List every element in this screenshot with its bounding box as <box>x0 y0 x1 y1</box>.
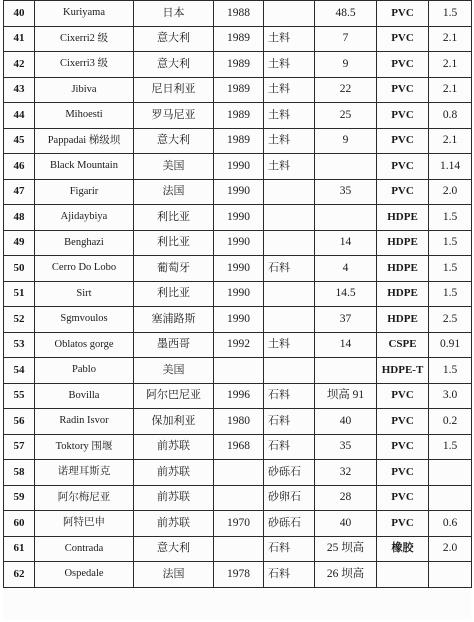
dam-name-cell: Cerro Do Lobo <box>35 256 134 282</box>
country-cell: 法国 <box>134 179 214 205</box>
thickness-cell: 2.1 <box>429 128 472 154</box>
dam-name-cell: 阿特巴申 <box>35 511 134 537</box>
table-row <box>4 179 472 205</box>
table-row <box>4 26 472 52</box>
country-cell: 前苏联 <box>134 511 214 537</box>
table-row <box>4 256 472 282</box>
height-cell: 40 <box>315 409 377 435</box>
dam-name-cell: Cixerri3 级 <box>35 52 134 78</box>
height-cell: 25 坝高 <box>315 536 377 562</box>
dam-name-cell: Benghazi <box>35 230 134 256</box>
height-cell: 4 <box>315 256 377 282</box>
membrane-material-cell: HDPE <box>377 205 429 231</box>
membrane-material-cell <box>377 562 429 588</box>
thickness-cell: 1.5 <box>429 1 472 27</box>
dam-name-cell: 阿尔梅尼亚 <box>35 485 134 511</box>
foundation-cell <box>264 281 315 307</box>
year-cell: 1990 <box>214 281 264 307</box>
thickness-cell: 0.8 <box>429 103 472 129</box>
foundation-cell: 石料 <box>264 434 315 460</box>
country-cell: 前苏联 <box>134 434 214 460</box>
country-cell: 罗马尼亚 <box>134 103 214 129</box>
year-cell: 1992 <box>214 332 264 358</box>
thickness-cell: 0.91 <box>429 332 472 358</box>
country-cell: 意大利 <box>134 52 214 78</box>
row-number-cell: 57 <box>4 434 35 460</box>
row-number-cell: 54 <box>4 358 35 384</box>
country-cell: 意大利 <box>134 536 214 562</box>
row-number-cell: 50 <box>4 256 35 282</box>
height-cell: 35 <box>315 434 377 460</box>
dam-name-cell: Bovilla <box>35 383 134 409</box>
membrane-material-cell: PVC <box>377 383 429 409</box>
table-row <box>4 77 472 103</box>
row-number-cell: 40 <box>4 1 35 27</box>
row-number-cell: 45 <box>4 128 35 154</box>
foundation-cell <box>264 230 315 256</box>
height-cell <box>315 205 377 231</box>
table-row <box>4 281 472 307</box>
membrane-material-cell: PVC <box>377 434 429 460</box>
foundation-cell: 石料 <box>264 256 315 282</box>
table-row <box>4 511 472 537</box>
table-row <box>4 205 472 231</box>
dam-name-cell: Contrada <box>35 536 134 562</box>
table-row <box>4 358 472 384</box>
table-row <box>4 332 472 358</box>
membrane-material-cell: HDPE <box>377 230 429 256</box>
country-cell: 意大利 <box>134 128 214 154</box>
foundation-cell: 石料 <box>264 383 315 409</box>
year-cell <box>214 485 264 511</box>
country-cell: 法国 <box>134 562 214 588</box>
year-cell: 1990 <box>214 205 264 231</box>
table-row <box>4 536 472 562</box>
height-cell: 25 <box>315 103 377 129</box>
foundation-cell <box>264 358 315 384</box>
year-cell: 1989 <box>214 26 264 52</box>
year-cell: 1980 <box>214 409 264 435</box>
row-number-cell: 53 <box>4 332 35 358</box>
height-cell: 48.5 <box>315 1 377 27</box>
country-cell: 利比亚 <box>134 205 214 231</box>
membrane-material-cell: PVC <box>377 1 429 27</box>
row-number-cell: 43 <box>4 77 35 103</box>
membrane-material-cell: PVC <box>377 154 429 180</box>
year-cell: 1988 <box>214 1 264 27</box>
dam-name-cell: Cixerri2 级 <box>35 26 134 52</box>
row-number-cell: 42 <box>4 52 35 78</box>
height-cell: 14 <box>315 332 377 358</box>
row-number-cell: 62 <box>4 562 35 588</box>
dam-name-cell: Radin Isvor <box>35 409 134 435</box>
dam-membrane-table <box>3 0 472 588</box>
thickness-cell: 2.5 <box>429 307 472 333</box>
membrane-material-cell: HDPE-T <box>377 358 429 384</box>
height-cell <box>315 358 377 384</box>
height-cell: 7 <box>315 26 377 52</box>
height-cell <box>315 154 377 180</box>
membrane-material-cell: PVC <box>377 179 429 205</box>
foundation-cell: 土料 <box>264 26 315 52</box>
row-number-cell: 55 <box>4 383 35 409</box>
table-row <box>4 52 472 78</box>
dam-name-cell: Oblatos gorge <box>35 332 134 358</box>
height-cell: 32 <box>315 460 377 486</box>
country-cell: 利比亚 <box>134 281 214 307</box>
height-cell: 坝高 91 <box>315 383 377 409</box>
membrane-material-cell: HDPE <box>377 307 429 333</box>
row-number-cell: 48 <box>4 205 35 231</box>
year-cell: 1978 <box>214 562 264 588</box>
thickness-cell: 1.5 <box>429 358 472 384</box>
country-cell: 葡萄牙 <box>134 256 214 282</box>
membrane-material-cell: CSPE <box>377 332 429 358</box>
table-row <box>4 409 472 435</box>
dam-name-cell: Mihoesti <box>35 103 134 129</box>
height-cell: 9 <box>315 52 377 78</box>
row-number-cell: 60 <box>4 511 35 537</box>
height-cell: 9 <box>315 128 377 154</box>
membrane-material-cell: PVC <box>377 128 429 154</box>
thickness-cell: 2.1 <box>429 26 472 52</box>
table-row <box>4 434 472 460</box>
row-number-cell: 44 <box>4 103 35 129</box>
foundation-cell: 土料 <box>264 52 315 78</box>
foundation-cell: 石料 <box>264 409 315 435</box>
table-row <box>4 103 472 129</box>
thickness-cell: 2.0 <box>429 179 472 205</box>
height-cell: 37 <box>315 307 377 333</box>
foundation-cell <box>264 205 315 231</box>
row-number-cell: 58 <box>4 460 35 486</box>
thickness-cell: 1.5 <box>429 205 472 231</box>
table-row <box>4 485 472 511</box>
year-cell <box>214 460 264 486</box>
thickness-cell: 1.5 <box>429 230 472 256</box>
year-cell: 1990 <box>214 256 264 282</box>
thickness-cell: 2.1 <box>429 77 472 103</box>
row-number-cell: 49 <box>4 230 35 256</box>
foundation-cell <box>264 179 315 205</box>
foundation-cell: 土料 <box>264 332 315 358</box>
foundation-cell: 砂砾石 <box>264 511 315 537</box>
membrane-material-cell: PVC <box>377 26 429 52</box>
row-number-cell: 51 <box>4 281 35 307</box>
foundation-cell <box>264 307 315 333</box>
thickness-cell <box>429 460 472 486</box>
country-cell: 尼日利亚 <box>134 77 214 103</box>
row-number-cell: 52 <box>4 307 35 333</box>
country-cell: 意大利 <box>134 26 214 52</box>
year-cell: 1989 <box>214 77 264 103</box>
table-row <box>4 383 472 409</box>
foundation-cell: 土料 <box>264 77 315 103</box>
foundation-cell: 砂砾石 <box>264 460 315 486</box>
year-cell: 1989 <box>214 52 264 78</box>
height-cell: 26 坝高 <box>315 562 377 588</box>
dam-name-cell: Jibiva <box>35 77 134 103</box>
year-cell: 1990 <box>214 179 264 205</box>
year-cell: 1990 <box>214 307 264 333</box>
membrane-material-cell: PVC <box>377 460 429 486</box>
row-number-cell: 56 <box>4 409 35 435</box>
membrane-material-cell: PVC <box>377 77 429 103</box>
row-number-cell: 46 <box>4 154 35 180</box>
country-cell: 前苏联 <box>134 485 214 511</box>
height-cell: 14.5 <box>315 281 377 307</box>
country-cell: 日本 <box>134 1 214 27</box>
membrane-material-cell: PVC <box>377 409 429 435</box>
membrane-material-cell: PVC <box>377 103 429 129</box>
thickness-cell: 1.14 <box>429 154 472 180</box>
country-cell: 前苏联 <box>134 460 214 486</box>
foundation-cell: 砂卵石 <box>264 485 315 511</box>
year-cell <box>214 358 264 384</box>
dam-name-cell: Sirt <box>35 281 134 307</box>
thickness-cell: 1.5 <box>429 256 472 282</box>
height-cell: 28 <box>315 485 377 511</box>
foundation-cell <box>264 1 315 27</box>
thickness-cell: 2.1 <box>429 52 472 78</box>
height-cell: 22 <box>315 77 377 103</box>
membrane-material-cell: HDPE <box>377 256 429 282</box>
height-cell: 14 <box>315 230 377 256</box>
table-row <box>4 307 472 333</box>
row-number-cell: 61 <box>4 536 35 562</box>
document-page <box>3 0 471 620</box>
country-cell: 墨西哥 <box>134 332 214 358</box>
membrane-material-cell: PVC <box>377 511 429 537</box>
year-cell: 1990 <box>214 230 264 256</box>
thickness-cell <box>429 485 472 511</box>
foundation-cell: 土料 <box>264 103 315 129</box>
year-cell: 1990 <box>214 154 264 180</box>
thickness-cell: 0.6 <box>429 511 472 537</box>
year-cell <box>214 536 264 562</box>
membrane-material-cell: PVC <box>377 52 429 78</box>
table-row <box>4 460 472 486</box>
foundation-cell: 土料 <box>264 128 315 154</box>
row-number-cell: 41 <box>4 26 35 52</box>
year-cell: 1970 <box>214 511 264 537</box>
country-cell: 美国 <box>134 358 214 384</box>
year-cell: 1989 <box>214 103 264 129</box>
row-number-cell: 59 <box>4 485 35 511</box>
dam-name-cell: Sgmvoulos <box>35 307 134 333</box>
dam-name-cell: Ospedale <box>35 562 134 588</box>
height-cell: 40 <box>315 511 377 537</box>
country-cell: 塞浦路斯 <box>134 307 214 333</box>
country-cell: 利比亚 <box>134 230 214 256</box>
table-row <box>4 562 472 588</box>
height-cell: 35 <box>315 179 377 205</box>
year-cell: 1996 <box>214 383 264 409</box>
table-row <box>4 154 472 180</box>
year-cell: 1968 <box>214 434 264 460</box>
row-number-cell: 47 <box>4 179 35 205</box>
membrane-material-cell: 橡胶 <box>377 536 429 562</box>
dam-name-cell: Pablo <box>35 358 134 384</box>
table-body <box>4 1 472 588</box>
thickness-cell: 1.5 <box>429 434 472 460</box>
country-cell: 阿尔巴尼亚 <box>134 383 214 409</box>
membrane-material-cell: HDPE <box>377 281 429 307</box>
dam-name-cell: Kuriyama <box>35 1 134 27</box>
thickness-cell <box>429 562 472 588</box>
dam-name-cell: Ajidaybiya <box>35 205 134 231</box>
dam-name-cell: Figarir <box>35 179 134 205</box>
dam-name-cell: Toktory 围堰 <box>35 434 134 460</box>
table-row <box>4 230 472 256</box>
country-cell: 保加利亚 <box>134 409 214 435</box>
table-row <box>4 128 472 154</box>
dam-name-cell: Black Mountain <box>35 154 134 180</box>
foundation-cell: 石料 <box>264 562 315 588</box>
membrane-material-cell: PVC <box>377 485 429 511</box>
country-cell: 美国 <box>134 154 214 180</box>
thickness-cell: 1.5 <box>429 281 472 307</box>
year-cell: 1989 <box>214 128 264 154</box>
thickness-cell: 2.0 <box>429 536 472 562</box>
dam-name-cell: 诺理耳斯克 <box>35 460 134 486</box>
table-row <box>4 1 472 27</box>
thickness-cell: 3.0 <box>429 383 472 409</box>
foundation-cell: 土料 <box>264 154 315 180</box>
foundation-cell: 石料 <box>264 536 315 562</box>
dam-name-cell: Pappadai 梯级坝 <box>35 128 134 154</box>
thickness-cell: 0.2 <box>429 409 472 435</box>
